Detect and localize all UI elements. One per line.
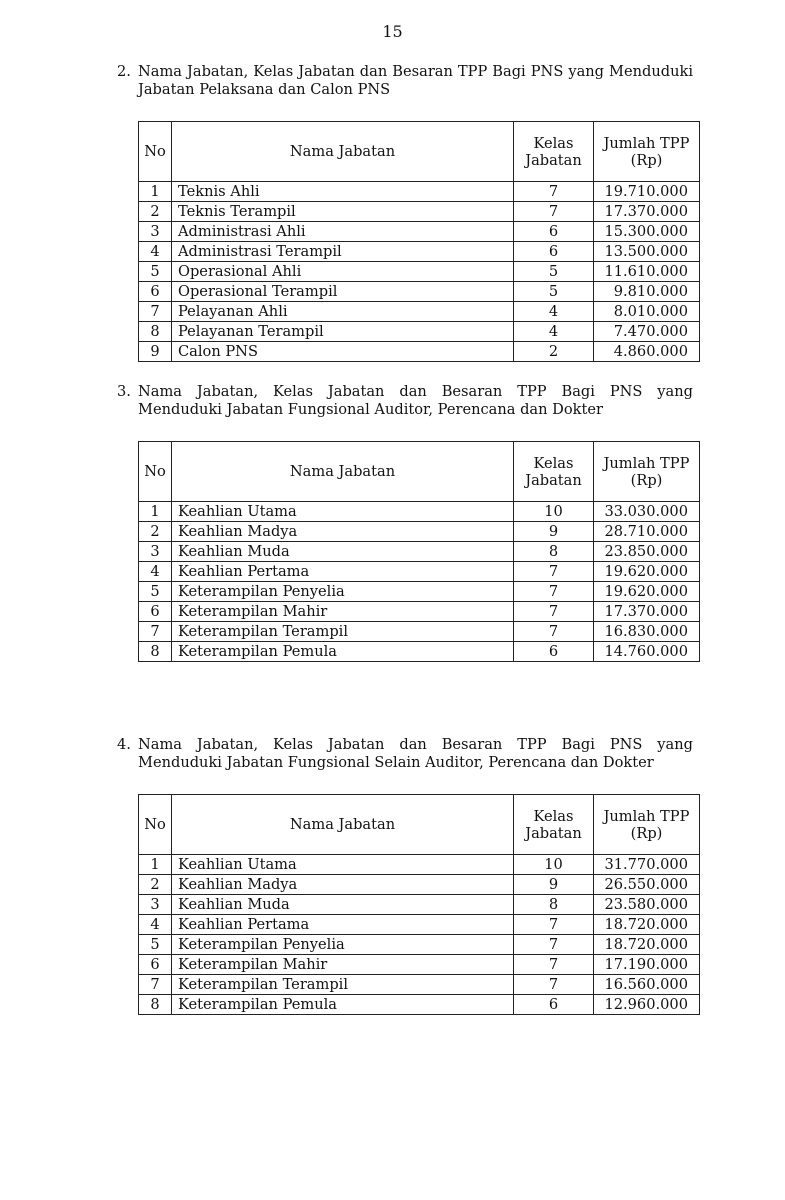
section-title-line1: Nama Jabatan, Kelas Jabatan dan Besaran TPP Bagi PNS yang xyxy=(138,736,693,753)
cell-no: 2 xyxy=(139,522,172,542)
cell-kelas-jabatan: 6 xyxy=(514,242,594,262)
cell-jumlah-tpp: 7.470.000 xyxy=(594,322,700,342)
col-header-nama-jabatan: Nama Jabatan xyxy=(172,442,514,502)
cell-nama-jabatan: Teknis Terampil xyxy=(172,202,514,222)
cell-jumlah-tpp: 11.610.000 xyxy=(594,262,700,282)
cell-nama-jabatan: Keterampilan Mahir xyxy=(172,955,514,975)
table-row xyxy=(139,582,700,602)
cell-jumlah-tpp: 14.760.000 xyxy=(594,642,700,662)
cell-kelas-jabatan: 5 xyxy=(514,282,594,302)
table-row xyxy=(139,875,700,895)
cell-nama-jabatan: Keahlian Utama xyxy=(172,502,514,522)
table-row xyxy=(139,202,700,222)
cell-kelas-jabatan: 7 xyxy=(514,935,594,955)
cell-kelas-jabatan: 5 xyxy=(514,262,594,282)
cell-jumlah-tpp: 17.370.000 xyxy=(594,202,700,222)
col-header-no: No xyxy=(139,442,172,502)
cell-jumlah-tpp: 31.770.000 xyxy=(594,855,700,875)
cell-jumlah-tpp: 19.620.000 xyxy=(594,562,700,582)
section-title-text xyxy=(138,383,693,419)
cell-no: 6 xyxy=(139,602,172,622)
col-header-kelas-jabatan: Kelas Jabatan xyxy=(514,122,594,182)
cell-no: 1 xyxy=(139,182,172,202)
cell-kelas-jabatan: 7 xyxy=(514,955,594,975)
section-title-line2: Menduduki Jabatan Fungsional Selain Auditor, Perencana dan Dokter xyxy=(138,754,654,771)
cell-no: 8 xyxy=(139,322,172,342)
cell-kelas-jabatan: 8 xyxy=(514,895,594,915)
cell-kelas-jabatan: 7 xyxy=(514,562,594,582)
cell-kelas-jabatan: 9 xyxy=(514,875,594,895)
table-row xyxy=(139,182,700,202)
table-row xyxy=(139,995,700,1015)
cell-jumlah-tpp: 23.850.000 xyxy=(594,542,700,562)
cell-no: 2 xyxy=(139,875,172,895)
col-header-jumlah-tpp: Jumlah TPP (Rp) xyxy=(594,122,700,182)
cell-jumlah-tpp: 18.720.000 xyxy=(594,935,700,955)
cell-kelas-jabatan: 10 xyxy=(514,502,594,522)
cell-no: 3 xyxy=(139,222,172,242)
table-row xyxy=(139,522,700,542)
cell-nama-jabatan: Keahlian Pertama xyxy=(172,915,514,935)
table-row xyxy=(139,542,700,562)
section-number: 4. xyxy=(117,736,131,753)
cell-nama-jabatan: Keahlian Muda xyxy=(172,895,514,915)
col-header-no: No xyxy=(139,122,172,182)
cell-no: 4 xyxy=(139,242,172,262)
table-row xyxy=(139,955,700,975)
cell-jumlah-tpp: 4.860.000 xyxy=(594,342,700,362)
table-row xyxy=(139,855,700,875)
section-title-line2: Jabatan Pelaksana dan Calon PNS xyxy=(138,81,391,98)
cell-no: 7 xyxy=(139,975,172,995)
cell-no: 3 xyxy=(139,895,172,915)
cell-jumlah-tpp: 19.710.000 xyxy=(594,182,700,202)
cell-kelas-jabatan: 7 xyxy=(514,915,594,935)
cell-jumlah-tpp: 16.830.000 xyxy=(594,622,700,642)
cell-nama-jabatan: Teknis Ahli xyxy=(172,182,514,202)
cell-nama-jabatan: Operasional Ahli xyxy=(172,262,514,282)
cell-nama-jabatan: Pelayanan Terampil xyxy=(172,322,514,342)
section-title-3 xyxy=(117,383,693,419)
cell-nama-jabatan: Keterampilan Penyelia xyxy=(172,582,514,602)
cell-nama-jabatan: Keahlian Muda xyxy=(172,542,514,562)
cell-nama-jabatan: Calon PNS xyxy=(172,342,514,362)
cell-nama-jabatan: Keterampilan Mahir xyxy=(172,602,514,622)
col-header-jumlah-tpp: Jumlah TPP (Rp) xyxy=(594,795,700,855)
table-row xyxy=(139,262,700,282)
cell-nama-jabatan: Keahlian Madya xyxy=(172,522,514,542)
cell-no: 1 xyxy=(139,502,172,522)
col-header-kelas-jabatan: Kelas Jabatan xyxy=(514,795,594,855)
table-row xyxy=(139,622,700,642)
cell-kelas-jabatan: 7 xyxy=(514,182,594,202)
table-row xyxy=(139,895,700,915)
cell-no: 6 xyxy=(139,955,172,975)
cell-nama-jabatan: Pelayanan Ahli xyxy=(172,302,514,322)
table-row xyxy=(139,602,700,622)
cell-jumlah-tpp: 19.620.000 xyxy=(594,582,700,602)
cell-no: 9 xyxy=(139,342,172,362)
cell-kelas-jabatan: 6 xyxy=(514,995,594,1015)
col-header-nama-jabatan: Nama Jabatan xyxy=(172,795,514,855)
table-row xyxy=(139,935,700,955)
cell-jumlah-tpp: 28.710.000 xyxy=(594,522,700,542)
table-header-row xyxy=(139,442,700,502)
cell-kelas-jabatan: 7 xyxy=(514,582,594,602)
cell-nama-jabatan: Keahlian Utama xyxy=(172,855,514,875)
cell-nama-jabatan: Administrasi Ahli xyxy=(172,222,514,242)
cell-kelas-jabatan: 6 xyxy=(514,642,594,662)
cell-kelas-jabatan: 4 xyxy=(514,302,594,322)
table-row xyxy=(139,502,700,522)
cell-no: 7 xyxy=(139,622,172,642)
table-row xyxy=(139,282,700,302)
cell-kelas-jabatan: 8 xyxy=(514,542,594,562)
section-number: 2. xyxy=(117,63,131,80)
cell-no: 8 xyxy=(139,642,172,662)
table-row xyxy=(139,975,700,995)
table-row xyxy=(139,322,700,342)
table-header-row xyxy=(139,122,700,182)
cell-jumlah-tpp: 23.580.000 xyxy=(594,895,700,915)
cell-jumlah-tpp: 18.720.000 xyxy=(594,915,700,935)
cell-kelas-jabatan: 10 xyxy=(514,855,594,875)
cell-jumlah-tpp: 8.010.000 xyxy=(594,302,700,322)
cell-no: 4 xyxy=(139,915,172,935)
cell-jumlah-tpp: 33.030.000 xyxy=(594,502,700,522)
cell-nama-jabatan: Keahlian Pertama xyxy=(172,562,514,582)
cell-nama-jabatan: Keahlian Madya xyxy=(172,875,514,895)
cell-no: 3 xyxy=(139,542,172,562)
cell-jumlah-tpp: 12.960.000 xyxy=(594,995,700,1015)
cell-no: 8 xyxy=(139,995,172,1015)
cell-nama-jabatan: Keterampilan Pemula xyxy=(172,995,514,1015)
page-number: 15 xyxy=(382,22,403,41)
cell-no: 1 xyxy=(139,855,172,875)
tpp-table-fungsional-selain-auditor xyxy=(138,794,700,1015)
cell-kelas-jabatan: 2 xyxy=(514,342,594,362)
cell-kelas-jabatan: 7 xyxy=(514,622,594,642)
table-header-row xyxy=(139,795,700,855)
section-title-2 xyxy=(117,63,693,99)
cell-kelas-jabatan: 7 xyxy=(514,602,594,622)
section-title-4 xyxy=(117,736,693,772)
cell-kelas-jabatan: 4 xyxy=(514,322,594,342)
cell-nama-jabatan: Operasional Terampil xyxy=(172,282,514,302)
section-title-line1: Nama Jabatan, Kelas Jabatan dan Besaran TPP Bagi PNS yang xyxy=(138,383,693,400)
cell-jumlah-tpp: 13.500.000 xyxy=(594,242,700,262)
cell-nama-jabatan: Keterampilan Penyelia xyxy=(172,935,514,955)
cell-nama-jabatan: Keterampilan Terampil xyxy=(172,622,514,642)
section-title-text xyxy=(138,736,693,772)
cell-no: 2 xyxy=(139,202,172,222)
cell-kelas-jabatan: 6 xyxy=(514,222,594,242)
tpp-table-fungsional-auditor xyxy=(138,441,700,662)
section-title-line1: Nama Jabatan, Kelas Jabatan dan Besaran TPP Bagi PNS yang Menduduki xyxy=(138,63,693,80)
cell-no: 7 xyxy=(139,302,172,322)
cell-no: 4 xyxy=(139,562,172,582)
col-header-kelas-jabatan: Kelas Jabatan xyxy=(514,442,594,502)
col-header-nama-jabatan: Nama Jabatan xyxy=(172,122,514,182)
table-row xyxy=(139,915,700,935)
cell-jumlah-tpp: 17.190.000 xyxy=(594,955,700,975)
cell-jumlah-tpp: 15.300.000 xyxy=(594,222,700,242)
table-row xyxy=(139,302,700,322)
table-row xyxy=(139,222,700,242)
col-header-no: No xyxy=(139,795,172,855)
cell-kelas-jabatan: 7 xyxy=(514,975,594,995)
section-number: 3. xyxy=(117,383,131,400)
cell-nama-jabatan: Keterampilan Pemula xyxy=(172,642,514,662)
section-title-line2: Menduduki Jabatan Fungsional Auditor, Perencana dan Dokter xyxy=(138,401,603,418)
cell-no: 5 xyxy=(139,582,172,602)
cell-nama-jabatan: Keterampilan Terampil xyxy=(172,975,514,995)
cell-kelas-jabatan: 9 xyxy=(514,522,594,542)
table-row xyxy=(139,562,700,582)
cell-jumlah-tpp: 17.370.000 xyxy=(594,602,700,622)
table-row xyxy=(139,242,700,262)
cell-jumlah-tpp: 16.560.000 xyxy=(594,975,700,995)
cell-kelas-jabatan: 7 xyxy=(514,202,594,222)
cell-jumlah-tpp: 9.810.000 xyxy=(594,282,700,302)
cell-nama-jabatan: Administrasi Terampil xyxy=(172,242,514,262)
col-header-jumlah-tpp: Jumlah TPP (Rp) xyxy=(594,442,700,502)
tpp-table-pelaksana xyxy=(138,121,700,362)
cell-no: 6 xyxy=(139,282,172,302)
table-row xyxy=(139,642,700,662)
cell-jumlah-tpp: 26.550.000 xyxy=(594,875,700,895)
cell-no: 5 xyxy=(139,935,172,955)
table-row xyxy=(139,342,700,362)
section-title-text xyxy=(138,63,693,99)
cell-no: 5 xyxy=(139,262,172,282)
